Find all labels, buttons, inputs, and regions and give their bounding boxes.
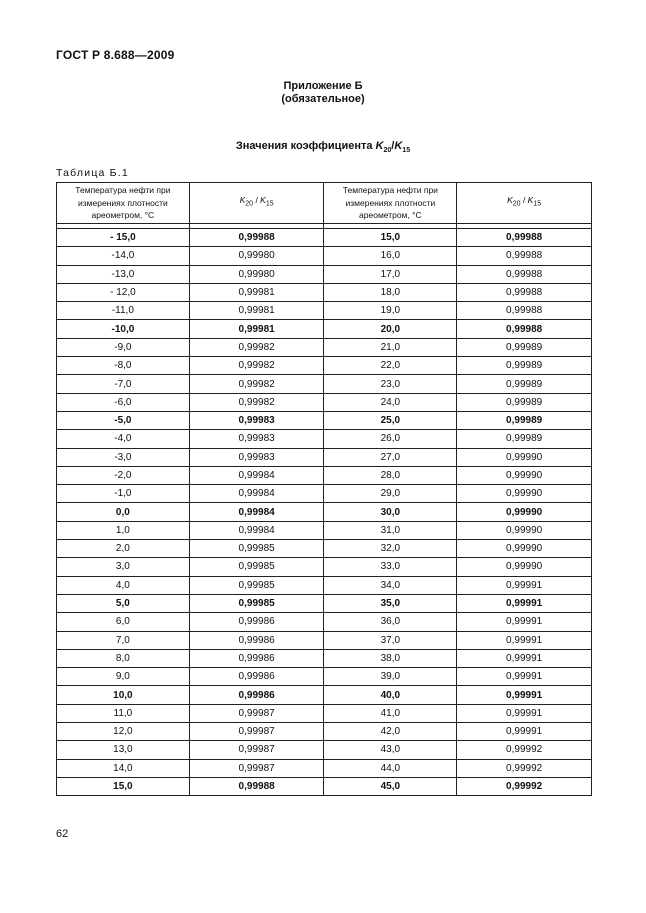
ratio-cell: 0,99991 [457, 631, 592, 649]
table-row [57, 521, 592, 539]
ratio-cell: 0,99991 [457, 686, 592, 704]
ratio-cell: 0,99989 [457, 357, 592, 375]
ratio-cell: 0,99986 [189, 649, 324, 667]
temperature-cell: 10,0 [57, 686, 190, 704]
table-row [57, 649, 592, 667]
ratio-cell: 0,99992 [457, 759, 592, 777]
temperature-cell: 26,0 [324, 430, 457, 448]
table-row [57, 247, 592, 265]
table-row [57, 283, 592, 301]
temperature-cell: 41,0 [324, 704, 457, 722]
temperature-cell: 4,0 [57, 576, 190, 594]
ratio-cell: 0,99984 [189, 466, 324, 484]
ratio-cell: 0,99989 [457, 393, 592, 411]
temperature-cell: 24,0 [324, 393, 457, 411]
ratio-cell: 0,99988 [457, 229, 592, 247]
ratio-cell: 0,99987 [189, 759, 324, 777]
temperature-cell: - 12,0 [57, 283, 190, 301]
ratio-cell: 0,99982 [189, 393, 324, 411]
temperature-cell: -14,0 [57, 247, 190, 265]
ratio-cell: 0,99984 [189, 485, 324, 503]
ratio-cell: 0,99983 [189, 448, 324, 466]
ratio-cell: 0,99991 [457, 594, 592, 612]
temperature-cell: 33,0 [324, 558, 457, 576]
temperature-cell: 8,0 [57, 649, 190, 667]
temperature-cell: 40,0 [324, 686, 457, 704]
temperature-cell: 27,0 [324, 448, 457, 466]
appendix-note: (обязательное) [281, 93, 365, 105]
temperature-cell: 9,0 [57, 668, 190, 686]
temperature-cell: 21,0 [324, 338, 457, 356]
ratio-cell: 0,99982 [189, 338, 324, 356]
ratio-cell: 0,99987 [189, 723, 324, 741]
temperature-cell: 34,0 [324, 576, 457, 594]
temperature-cell: 36,0 [324, 613, 457, 631]
temperature-cell: 20,0 [324, 320, 457, 338]
appendix-header [0, 80, 646, 106]
temperature-cell: 19,0 [324, 302, 457, 320]
temperature-cell: 5,0 [57, 594, 190, 612]
header-ratio-2: $K_{20} / K_{15}$ [457, 183, 592, 224]
coefficient-table [56, 182, 592, 796]
temperature-cell: -1,0 [57, 485, 190, 503]
ratio-cell: 0,99988 [457, 283, 592, 301]
ratio-cell: 0,99985 [189, 576, 324, 594]
ratio-cell: 0,99985 [189, 558, 324, 576]
table-row [57, 576, 592, 594]
temperature-cell: 30,0 [324, 503, 457, 521]
ratio-cell: 0,99988 [189, 229, 324, 247]
ratio-cell: 0,99989 [457, 411, 592, 429]
table-row [57, 430, 592, 448]
table-row [57, 540, 592, 558]
table-row [57, 631, 592, 649]
heading-k15: K [394, 140, 403, 152]
temperature-cell: 13,0 [57, 741, 190, 759]
temperature-cell: 25,0 [324, 411, 457, 429]
ratio-cell: 0,99988 [457, 302, 592, 320]
ratio-cell: 0,99981 [189, 283, 324, 301]
table-row [57, 759, 592, 777]
ratio-cell: 0,99988 [189, 777, 324, 795]
temperature-cell: 14,0 [57, 759, 190, 777]
ratio-cell: 0,99990 [457, 503, 592, 521]
header-temperature-2: Температура нефти при измерениях плотности ареометром, °С [324, 183, 457, 224]
ratio-cell: 0,99991 [457, 704, 592, 722]
heading-k20: K [375, 140, 384, 152]
ratio-cell: 0,99990 [457, 558, 592, 576]
header-temperature-1: Температура нефти при измерениях плотности ареометром, °С [57, 183, 190, 224]
header-ratio-1: $K_{20} / K_{15}$ [189, 183, 324, 224]
page-number: 62 [56, 828, 69, 840]
ratio-cell: 0,99985 [189, 540, 324, 558]
ratio-cell: 0,99991 [457, 613, 592, 631]
temperature-cell: -10,0 [57, 320, 190, 338]
ratio-cell: 0,99990 [457, 448, 592, 466]
table-row [57, 229, 592, 247]
temperature-cell: 1,0 [57, 521, 190, 539]
ratio-cell: 0,99982 [189, 375, 324, 393]
temperature-cell: -11,0 [57, 302, 190, 320]
table-row [57, 503, 592, 521]
temperature-cell: -2,0 [57, 466, 190, 484]
temperature-cell: 18,0 [324, 283, 457, 301]
ratio-cell: 0,99984 [189, 521, 324, 539]
ratio-cell: 0,99987 [189, 741, 324, 759]
temperature-cell: 12,0 [57, 723, 190, 741]
temperature-cell: 22,0 [324, 357, 457, 375]
ratio-cell: 0,99990 [457, 540, 592, 558]
ratio-cell: 0,99992 [457, 741, 592, 759]
temperature-cell: 15,0 [324, 229, 457, 247]
temperature-cell: 7,0 [57, 631, 190, 649]
temperature-cell: - 15,0 [57, 229, 190, 247]
temperature-cell: 6,0 [57, 613, 190, 631]
ratio-cell: 0,99985 [189, 594, 324, 612]
temperature-cell: -7,0 [57, 375, 190, 393]
temperature-cell: 0,0 [57, 503, 190, 521]
temperature-cell: 32,0 [324, 540, 457, 558]
ratio-cell: 0,99991 [457, 649, 592, 667]
temperature-cell: 15,0 [57, 777, 190, 795]
heading-sub15: 15 [402, 147, 411, 155]
ratio-cell: 0,99991 [457, 668, 592, 686]
ratio-cell: 0,99986 [189, 686, 324, 704]
table-row [57, 302, 592, 320]
ratio-cell: 0,99989 [457, 430, 592, 448]
ratio-cell: 0,99988 [457, 320, 592, 338]
temperature-cell: 11,0 [57, 704, 190, 722]
table-heading [0, 140, 646, 154]
ratio-cell: 0,99989 [457, 375, 592, 393]
temperature-cell: -4,0 [57, 430, 190, 448]
table-row [57, 741, 592, 759]
temperature-cell: 39,0 [324, 668, 457, 686]
temperature-cell: 16,0 [324, 247, 457, 265]
table-row [57, 704, 592, 722]
ratio-cell: 0,99980 [189, 247, 324, 265]
table-row [57, 411, 592, 429]
temperature-cell: 31,0 [324, 521, 457, 539]
temperature-cell: -8,0 [57, 357, 190, 375]
temperature-cell: 23,0 [324, 375, 457, 393]
ratio-cell: 0,99986 [189, 631, 324, 649]
table-row [57, 485, 592, 503]
ratio-cell: 0,99983 [189, 430, 324, 448]
table-row [57, 777, 592, 795]
temperature-cell: 45,0 [324, 777, 457, 795]
temperature-cell: -3,0 [57, 448, 190, 466]
ratio-cell: 0,99989 [457, 338, 592, 356]
table-row [57, 357, 592, 375]
table-caption: Таблица Б.1 [56, 167, 129, 179]
ratio-cell: 0,99988 [457, 265, 592, 283]
temperature-cell: 35,0 [324, 594, 457, 612]
table-row [57, 393, 592, 411]
table-body [57, 229, 592, 796]
ratio-cell: 0,99981 [189, 302, 324, 320]
temperature-cell: -6,0 [57, 393, 190, 411]
ratio-cell: 0,99988 [457, 247, 592, 265]
ratio-cell: 0,99992 [457, 777, 592, 795]
ratio-cell: 0,99990 [457, 521, 592, 539]
table-header-row [57, 183, 592, 224]
ratio-cell: 0,99986 [189, 668, 324, 686]
table-row [57, 320, 592, 338]
table-row [57, 668, 592, 686]
temperature-cell: 17,0 [324, 265, 457, 283]
temperature-cell: 3,0 [57, 558, 190, 576]
ratio-cell: 0,99990 [457, 485, 592, 503]
ratio-cell: 0,99991 [457, 723, 592, 741]
table-row [57, 338, 592, 356]
table-row [57, 375, 592, 393]
temperature-cell: -5,0 [57, 411, 190, 429]
table-row [57, 466, 592, 484]
ratio-cell: 0,99981 [189, 320, 324, 338]
ratio-cell: 0,99980 [189, 265, 324, 283]
temperature-cell: 29,0 [324, 485, 457, 503]
ratio-cell: 0,99986 [189, 613, 324, 631]
table-row [57, 723, 592, 741]
ratio-cell: 0,99987 [189, 704, 324, 722]
ratio-cell: 0,99983 [189, 411, 324, 429]
heading-sub20: 20 [383, 147, 392, 155]
table-row [57, 686, 592, 704]
table-row [57, 613, 592, 631]
temperature-cell: -9,0 [57, 338, 190, 356]
ratio-cell: 0,99991 [457, 576, 592, 594]
table-row [57, 448, 592, 466]
ratio-cell: 0,99990 [457, 466, 592, 484]
temperature-cell: 2,0 [57, 540, 190, 558]
ratio-cell: 0,99984 [189, 503, 324, 521]
temperature-cell: 43,0 [324, 741, 457, 759]
appendix-title: Приложение Б [283, 80, 363, 92]
temperature-cell: 38,0 [324, 649, 457, 667]
temperature-cell: 37,0 [324, 631, 457, 649]
heading-text: Значения коэффициента [235, 140, 376, 152]
temperature-cell: -13,0 [57, 265, 190, 283]
ratio-cell: 0,99982 [189, 357, 324, 375]
table-row [57, 265, 592, 283]
heading-slash: / [391, 140, 395, 152]
temperature-cell: 44,0 [324, 759, 457, 777]
table-row [57, 558, 592, 576]
temperature-cell: 28,0 [324, 466, 457, 484]
temperature-cell: 42,0 [324, 723, 457, 741]
table-row [57, 594, 592, 612]
standard-designation: ГОСТ Р 8.688—2009 [56, 48, 175, 62]
